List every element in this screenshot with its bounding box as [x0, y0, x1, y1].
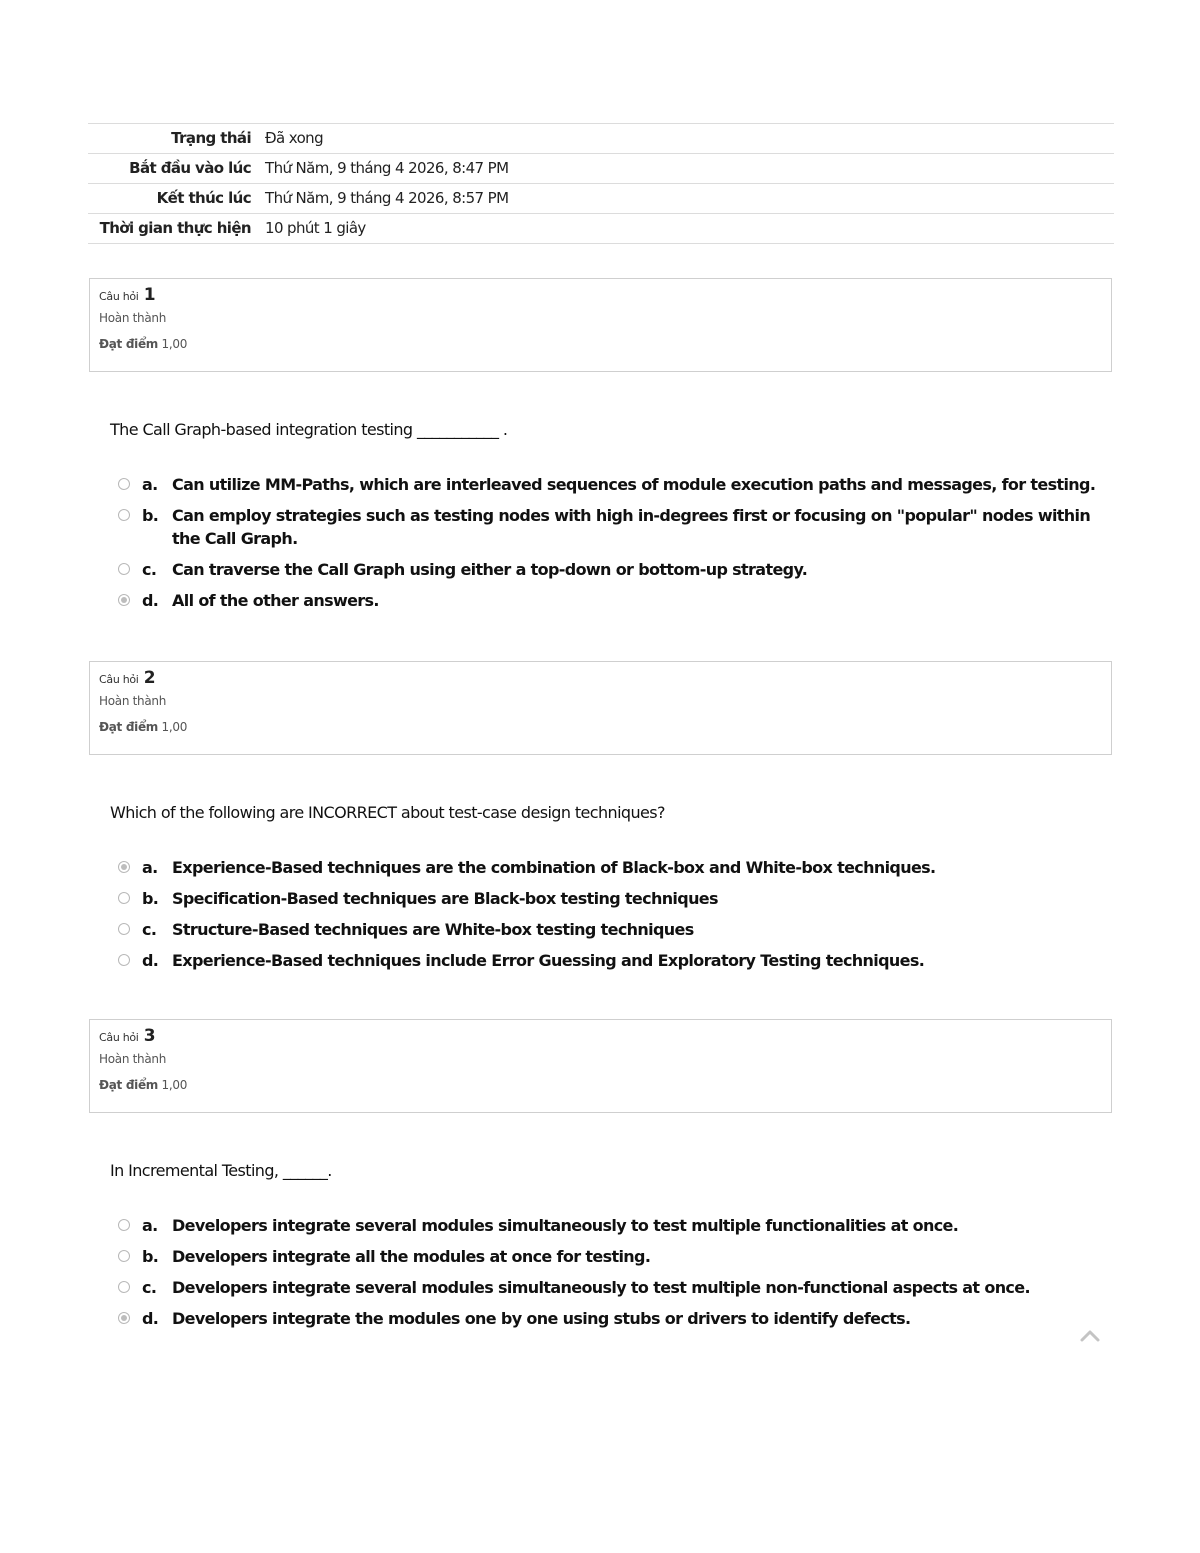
radio-button[interactable] — [118, 1250, 130, 1262]
radio-button-selected[interactable] — [118, 1312, 130, 1324]
answer-text: Can utilize MM-Paths, which are interleaved sequences of module execution paths and messages, for testing. — [172, 475, 1096, 494]
answer-option[interactable] — [118, 504, 1108, 550]
answer-option[interactable] — [118, 1214, 1108, 1237]
summary-row-duration — [88, 214, 1114, 244]
answer-option[interactable] — [118, 589, 1108, 612]
question-1-answers — [118, 473, 1108, 620]
answer-option[interactable] — [118, 558, 1108, 581]
answer-letter: b. — [142, 1247, 159, 1266]
answer-text: Developers integrate all the modules at once for testing. — [172, 1247, 651, 1266]
summary-label: Bắt đầu vào lúc — [88, 154, 258, 184]
answer-text: Experience-Based techniques include Error Guessing and Exploratory Testing techniques. — [172, 951, 925, 970]
radio-button[interactable] — [118, 563, 130, 575]
summary-label: Thời gian thực hiện — [88, 214, 258, 244]
summary-row-state — [88, 124, 1114, 154]
answer-letter: d. — [142, 1309, 159, 1328]
radio-button[interactable] — [118, 892, 130, 904]
answer-text: Developers integrate several modules simultaneously to test multiple non-functional aspects at once. — [172, 1278, 1030, 1297]
answer-letter: a. — [142, 475, 158, 494]
question-grade: Đạt điểm 1,00 — [99, 720, 188, 734]
answer-letter: d. — [142, 591, 159, 610]
answer-text: All of the other answers. — [172, 591, 379, 610]
answer-option[interactable] — [118, 918, 1108, 941]
question-state: Hoàn thành — [99, 1052, 167, 1066]
summary-label: Trạng thái — [88, 124, 258, 154]
answer-text: Developers integrate several modules simultaneously to test multiple functionalities at once. — [172, 1216, 959, 1235]
answer-option[interactable] — [118, 1307, 1108, 1330]
question-2-answers — [118, 856, 1108, 980]
question-1-info — [89, 278, 1112, 372]
radio-button[interactable] — [118, 1219, 130, 1231]
answer-option[interactable] — [118, 949, 1108, 972]
radio-button[interactable] — [118, 1281, 130, 1293]
question-1-text: The Call Graph-based integration testing ___________ . — [110, 420, 508, 439]
radio-button-selected[interactable] — [118, 594, 130, 606]
answer-letter: c. — [142, 920, 157, 939]
answer-letter: a. — [142, 858, 158, 877]
question-number: Câu hỏi 1 — [99, 285, 156, 305]
answer-letter: b. — [142, 889, 159, 908]
question-3-text: In Incremental Testing, ______. — [110, 1161, 332, 1180]
question-3-answers — [118, 1214, 1108, 1338]
answer-text: Experience-Based techniques are the combination of Black-box and White-box techniques. — [172, 858, 936, 877]
summary-row-completed — [88, 184, 1114, 214]
radio-button[interactable] — [118, 478, 130, 490]
question-2-info — [89, 661, 1112, 755]
question-grade: Đạt điểm 1,00 — [99, 337, 188, 351]
summary-value: 10 phút 1 giây — [258, 214, 1114, 244]
answer-letter: b. — [142, 506, 159, 525]
answer-option[interactable] — [118, 1276, 1108, 1299]
answer-text: Developers integrate the modules one by one using stubs or drivers to identify defects. — [172, 1309, 911, 1328]
chevron-up-icon — [1079, 1326, 1101, 1344]
answer-letter: c. — [142, 560, 157, 579]
radio-button-selected[interactable] — [118, 861, 130, 873]
radio-button[interactable] — [118, 954, 130, 966]
question-state: Hoàn thành — [99, 694, 167, 708]
back-to-top-button[interactable] — [1079, 1326, 1101, 1344]
summary-value: Thứ Năm, 9 tháng 4 2026, 8:47 PM — [258, 154, 1114, 184]
question-number: Câu hỏi 2 — [99, 668, 156, 688]
radio-button[interactable] — [118, 509, 130, 521]
answer-text: Specification-Based techniques are Black-box testing techniques — [172, 889, 718, 908]
answer-option[interactable] — [118, 1245, 1108, 1268]
question-grade: Đạt điểm 1,00 — [99, 1078, 188, 1092]
answer-letter: d. — [142, 951, 159, 970]
answer-option[interactable] — [118, 856, 1108, 879]
answer-letter: a. — [142, 1216, 158, 1235]
summary-value: Đã xong — [258, 124, 1114, 154]
summary-value: Thứ Năm, 9 tháng 4 2026, 8:57 PM — [258, 184, 1114, 214]
answer-letter: c. — [142, 1278, 157, 1297]
summary-label: Kết thúc lúc — [88, 184, 258, 214]
question-number: Câu hỏi 3 — [99, 1026, 156, 1046]
question-state: Hoàn thành — [99, 311, 167, 325]
answer-text: Structure-Based techniques are White-box testing techniques — [172, 920, 694, 939]
answer-option[interactable] — [118, 473, 1108, 496]
attempt-summary-table — [88, 123, 1114, 244]
answer-option[interactable] — [118, 887, 1108, 910]
question-2-text: Which of the following are INCORRECT about test-case design techniques? — [110, 803, 665, 822]
answer-text: Can employ strategies such as testing nodes with high in-degrees first or focusing on "popular" nodes within the Call Graph. — [172, 506, 1091, 548]
summary-row-started — [88, 154, 1114, 184]
question-3-info — [89, 1019, 1112, 1113]
radio-button[interactable] — [118, 923, 130, 935]
answer-text: Can traverse the Call Graph using either a top-down or bottom-up strategy. — [172, 560, 808, 579]
